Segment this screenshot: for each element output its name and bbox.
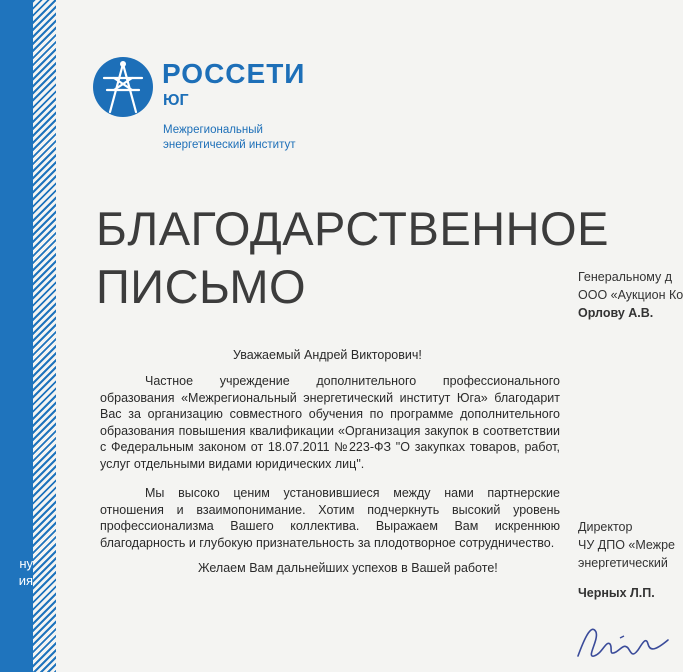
striped-side-band bbox=[33, 0, 56, 672]
brand-name: РОССЕТИ bbox=[162, 58, 306, 89]
side-panel-text bbox=[0, 555, 33, 589]
recipient-position: Генеральному д bbox=[578, 270, 673, 284]
title-line: БЛАГОДАРСТВЕННОЕ bbox=[96, 202, 609, 255]
rosseti-logo-icon bbox=[92, 56, 154, 118]
signer-organization: ЧУ ДПО «Межре bbox=[578, 538, 675, 552]
recipient-block bbox=[578, 268, 683, 322]
side-panel-line: ия bbox=[18, 573, 33, 588]
letter-paragraph-1: Частное учреждение дополнительного профессионального образования «Межрегиональный энергетический институт Юга» благодарит Вас за организацию совместного обучения по программе дополнительного образования повышения квалификации «Организация закупок в соответствии с Федеральным законом от 18.07.2011 №223-ФЗ "О закупках товаров, работ, услуг отдельными видами юридических лиц". bbox=[100, 374, 560, 471]
handwritten-signature-icon bbox=[572, 614, 672, 672]
document-title bbox=[96, 200, 609, 316]
title-line: ПИСЬМО bbox=[96, 260, 307, 313]
greeting: Уважаемый Андрей Викторович! bbox=[233, 348, 422, 362]
recipient-organization: ООО «Аукцион Ко bbox=[578, 288, 683, 302]
side-panel-line: ну bbox=[19, 556, 33, 571]
signer-name: Черных Л.П. bbox=[578, 586, 655, 600]
recipient-name: Орлову А.В. bbox=[578, 306, 654, 320]
institute-name: Межрегиональный энергетический институт bbox=[163, 124, 296, 151]
signer-block bbox=[578, 518, 678, 572]
signer-title: Директор bbox=[578, 520, 633, 534]
brand-subtitle: ЮГ bbox=[163, 92, 189, 109]
signer-organization-cont: энергетический bbox=[578, 556, 668, 570]
letter-closing: Желаем Вам дальнейших успехов в Вашей работе! bbox=[198, 561, 498, 575]
letter-paragraph-2: Мы высоко ценим установившиеся между нами партнерские отношения и взаимопонимание. Хотим подчеркнуть высокий уровень профессионализма Вашего коллектива. Выражаем Вам искреннюю благодарность и глубокую признательность за плодотворное сотрудничество. bbox=[100, 486, 560, 550]
